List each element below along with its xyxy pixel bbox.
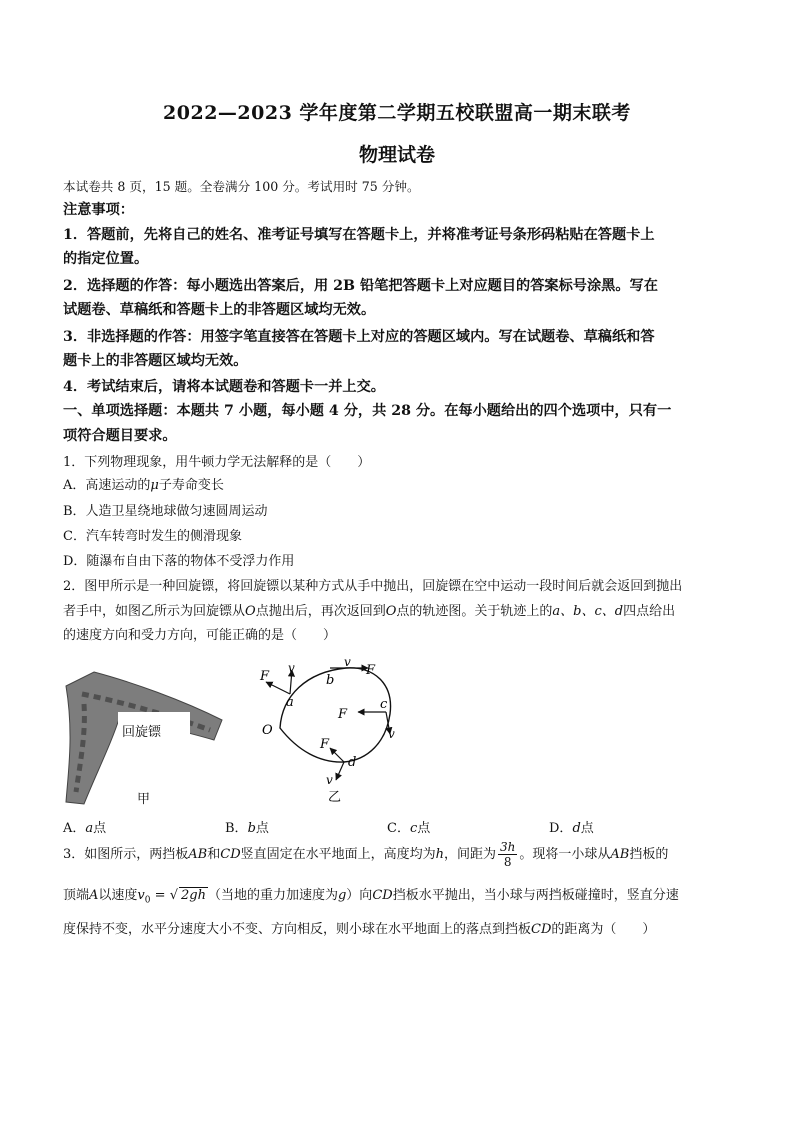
label-f-b: F — [366, 663, 376, 678]
equals-sign: = — [150, 888, 170, 903]
q1-option-c: C．汽车转弯时发生的侧滑现象 — [63, 529, 242, 544]
label-v-a: v — [288, 661, 295, 675]
q3-stem-line1 — [63, 838, 735, 872]
q2-option-d-var: d — [572, 821, 581, 836]
q2-text: 四点给出 — [623, 604, 676, 619]
q1-option-a-text-end: 子寿命变长 — [158, 478, 224, 493]
q2-option-c-suffix: 点 — [417, 821, 431, 836]
q3-text: ，间距为 — [444, 847, 497, 862]
fraction-3h-8 — [498, 840, 517, 869]
q2-option-d-letter: D． — [549, 821, 573, 836]
q3-text: （当地的重力加速度为 — [207, 888, 338, 903]
label-c: c — [380, 697, 388, 712]
q3-text: 以速度 — [98, 888, 138, 903]
q2-option-b-suffix: 点 — [255, 821, 269, 836]
notice-line: 2．选择题的作答：每小题选出答案后，用 2B 铅笔把答题卡上对应题目的答案标号涂黑。写在 — [63, 278, 658, 294]
point-a: A — [89, 888, 99, 903]
label-d: d — [348, 755, 357, 770]
q2-option-b-letter: B． — [225, 821, 248, 836]
q3-text: ）向 — [346, 888, 373, 903]
plate-cd: CD — [220, 847, 241, 862]
q3-text: 竖直固定在水平地面上，高度均为 — [240, 847, 436, 862]
notice-line: 3．非选择题的作答：用签字笔直接答在答题卡上对应的答题区域内。写在试题卷、草稿纸和答 — [63, 329, 655, 345]
figure-yi-caption: 乙 — [328, 790, 342, 805]
q2-stem-line1: 2．图甲所示是一种回旋镖，将回旋镖以某种方式从手中抛出，回旋镖在空中运动一段时间后就会返回到抛出 — [63, 579, 683, 594]
notice-line: 试题卷、草稿纸和答题卡上的非答题区域均无效。 — [63, 302, 376, 318]
q2-stem-line2 — [63, 600, 735, 619]
q2-option-a-letter: A． — [63, 821, 86, 836]
plate-cd: CD — [531, 922, 552, 937]
label-a: a — [286, 695, 294, 710]
q3-text: 3．如图所示，两挡板 — [63, 847, 189, 862]
q1-option-a — [63, 474, 735, 493]
q3-text: 挡板水平抛出，当小球与两挡板碰撞时，竖直分速 — [392, 888, 679, 903]
q2-option-d-suffix: 点 — [580, 821, 594, 836]
notice-heading: 注意事项： — [63, 202, 134, 218]
point-o: O — [385, 604, 397, 619]
point-o: O — [245, 604, 256, 619]
height-h: h — [435, 847, 445, 862]
notice-line: 4．考试结束后，请将本试题卷和答题卡一并上交。 — [63, 379, 385, 395]
notice-line: 题卡上的非答题区域均无效。 — [63, 353, 248, 369]
label-o: O — [262, 723, 273, 738]
q1-option-a-text: A．高速运动的 — [63, 478, 151, 493]
fraction-num: 3h — [500, 840, 516, 854]
q3-text: 。现将一小球从 — [519, 847, 611, 862]
exam-info: 本试卷共 8 页，15 题。全卷满分 100 分。考试用时 75 分钟。 — [63, 179, 420, 194]
velocity-subscript: 0 — [144, 895, 151, 906]
notice-line: 的指定位置。 — [63, 251, 149, 267]
figure-jia-caption: 甲 — [137, 792, 151, 807]
q2-option-c-var: c — [409, 821, 418, 836]
label-f-d: F — [320, 737, 330, 752]
page-title: 2022—2023 学年度第二学期五校联盟高一期末联考 — [163, 102, 631, 124]
label-v-b: v — [344, 656, 351, 669]
label-v-c: v — [388, 727, 395, 741]
gravity-g: g — [337, 888, 347, 903]
label-b: b — [326, 673, 335, 688]
q1-option-d: D．随瀑布自由下落的物体不受浮力作用 — [63, 554, 295, 569]
sqrt-icon: √ — [169, 888, 178, 903]
q2-option-a-suffix: 点 — [93, 821, 107, 836]
q2-option-d — [549, 817, 594, 836]
velocity-v: v — [137, 888, 145, 903]
fraction-den: 8 — [503, 855, 512, 869]
notice-line: 1．答题前，先将自己的姓名、准考证号填写在答题卡上，并将准考证号条形码粘贴在答题卡上 — [63, 227, 655, 243]
trajectory-path — [280, 668, 391, 762]
q3-stem-line3 — [63, 918, 735, 937]
mu-symbol: μ — [150, 478, 159, 493]
q2-text: 者手中，如图乙所示为回旋镖从 — [63, 604, 246, 619]
plate-cd: CD — [372, 888, 393, 903]
label-v-d: v — [326, 773, 333, 787]
q2-stem-line3: 的速度方向和受力方向，可能正确的是（ ） — [63, 628, 337, 643]
q3-text: 和 — [207, 847, 221, 862]
q3-text: 度保持不变，水平分速度大小不变、方向相反，则小球在水平地面上的落点到挡板 — [63, 922, 532, 937]
q3-stem-line2 — [63, 884, 735, 906]
plate-ab: AB — [188, 847, 208, 862]
q2-text: 点的轨迹图。关于轨迹上的 — [396, 604, 553, 619]
q2-option-c — [387, 817, 430, 836]
label-f-a: F — [260, 669, 270, 684]
q1-stem: 1．下列物理现象，用牛顿力学无法解释的是（ ） — [63, 455, 371, 470]
q3-text: 顶端 — [63, 888, 90, 903]
plate-ab: AB — [610, 847, 630, 862]
section-heading: 一、单项选择题：本题共 7 小题，每小题 4 分，共 28 分。在每小题给出的四个选项中，只有一 — [63, 403, 672, 419]
q2-option-a — [63, 817, 106, 836]
page-subtitle: 物理试卷 — [358, 144, 435, 166]
q2-option-b — [225, 817, 269, 836]
q1-option-b: B．人造卫星绕地球做匀速圆周运动 — [63, 504, 268, 519]
q3-text: 的距离为（ ） — [551, 922, 656, 937]
q2-text: 点抛出后，再次返回到 — [255, 604, 386, 619]
q3-text: 挡板的 — [629, 847, 669, 862]
section-heading-cont: 项符合题目要求。 — [63, 428, 177, 444]
q2-option-c-letter: C． — [387, 821, 410, 836]
figure-trajectory — [250, 656, 420, 806]
point-vars: a、b、c、d — [552, 604, 624, 619]
label-f-c: F — [338, 707, 348, 722]
q2-option-b-var: b — [247, 821, 256, 836]
q2-option-a-var: a — [85, 821, 94, 836]
boomerang-label: 回旋镖 — [122, 725, 162, 740]
sqrt-content: 2gh — [180, 888, 206, 903]
